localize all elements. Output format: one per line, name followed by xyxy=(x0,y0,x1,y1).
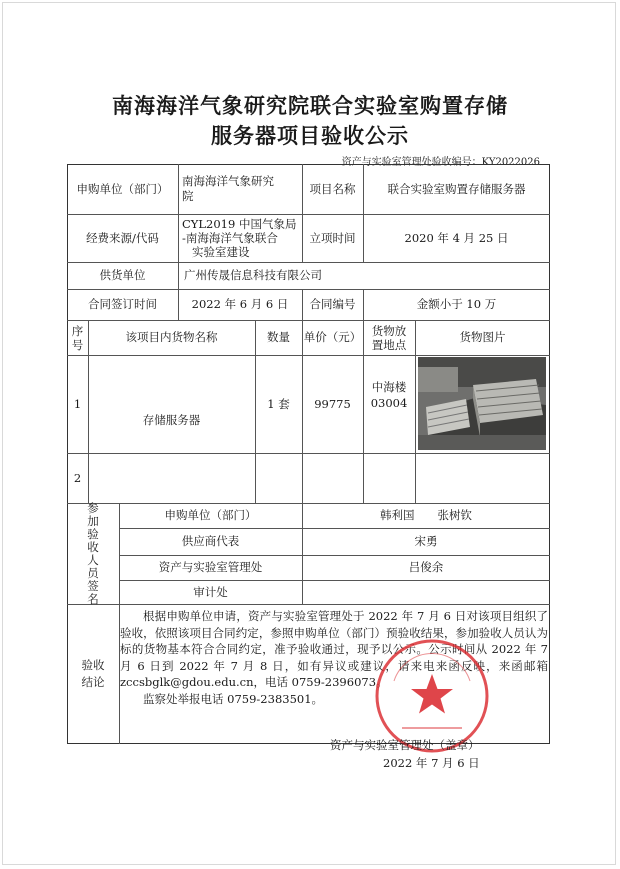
contract-no-value: 金额小于 10 万 xyxy=(416,297,497,311)
goods-header-loc-l1: 货物放 xyxy=(371,323,407,338)
sign-row1-value: 韩利国 张树钦 xyxy=(380,508,472,522)
applicant-value-line1: 南海海洋气象研究 xyxy=(182,174,274,188)
goods-header-seq-l1: 序 xyxy=(71,323,84,338)
goods-header-name: 该项目内货物名称 xyxy=(125,330,218,344)
funding-value xyxy=(182,214,302,262)
goods-header-seq xyxy=(67,320,88,355)
side-char: 人 xyxy=(87,552,99,567)
doc-title-line2: 服务器项目验收公示 xyxy=(211,124,409,148)
conclusion-para1: 根据申购单位申请，资产与实验室管理处于 2022 年 7 月 6 日对该项目组织了验收，依照该项目合同约定，参照申购单位（部门）预验收结果，参加验收人员认为标的货物基本符合合同约定，准予验收通过，现予以公示。公示时间从 2022 年 7 月 6 日到 2022 年 7 月 8 日，如有异议或建议，请来电来函反映，来函邮箱 zccsbglk@gdou.edu.cn，电话 0759-2396073。 xyxy=(120,609,548,689)
row-divider xyxy=(67,604,550,605)
doc-title-line1: 南海海洋气象研究院联合实验室购置存储 xyxy=(112,94,508,118)
project-label: 项目名称 xyxy=(309,181,356,196)
goods-row1-loc-l1: 中海楼 xyxy=(371,380,407,394)
sign-row2-label: 供应商代表 xyxy=(181,534,240,548)
funding-value-line2: -南海海洋气象联合 xyxy=(182,231,278,245)
goods-header-qty: 数量 xyxy=(267,330,290,344)
sign-row3-label: 资产与实验室管理处 xyxy=(158,560,263,574)
goods-header-location xyxy=(363,320,415,355)
sign-row2-value: 宋勇 xyxy=(414,534,438,548)
conclusion-signer: 资产与实验室管理处（盖章） xyxy=(330,738,480,752)
side-char: 签 xyxy=(87,578,99,593)
funding-value-line1: CYL2019 中国气象局 xyxy=(182,217,297,231)
side-char: 验 xyxy=(87,526,99,541)
goods-row1-name: 存储服务器 xyxy=(142,412,201,427)
goods-row1-seq: 1 xyxy=(73,396,82,411)
row-divider xyxy=(67,453,550,454)
doc-number: 资产与实验室管理处验收编号：KY2022026 xyxy=(341,157,540,168)
conclusion-label-l1: 验收 xyxy=(81,658,105,672)
goods-header-seq-l2: 号 xyxy=(71,337,84,352)
conclusion-label-l2: 结论 xyxy=(81,675,105,689)
approval-label: 立项时间 xyxy=(309,230,356,245)
applicant-value xyxy=(182,166,300,212)
sign-row3-value: 吕俊余 xyxy=(408,560,444,574)
supplier-value: 广州传晟信息科技有限公司 xyxy=(184,268,322,282)
contract-date-value: 2022 年 6 月 6 日 xyxy=(191,297,289,311)
contract-no-label: 合同编号 xyxy=(309,297,356,311)
server-photo xyxy=(418,357,546,450)
side-char: 参 xyxy=(87,500,99,515)
side-char: 名 xyxy=(87,591,99,606)
conclusion-side-label xyxy=(67,604,119,744)
goods-row1-loc-l2: 03004 xyxy=(370,396,408,410)
goods-header-loc-l2: 置地点 xyxy=(371,337,407,352)
side-char: 收 xyxy=(87,539,99,554)
goods-row1-location xyxy=(363,375,415,415)
applicant-value-line2: 院 xyxy=(182,189,194,203)
signatories-side-label xyxy=(67,500,119,606)
conclusion-date: 2022 年 7 月 6 日 xyxy=(383,756,480,770)
side-char: 加 xyxy=(87,513,99,528)
sign-row1-label: 申购单位（部门） xyxy=(164,508,257,522)
conclusion-para2: 监察处举报电话 0759-2383501。 xyxy=(143,691,324,706)
side-char: 员 xyxy=(87,565,99,580)
sign-row4-label: 审计处 xyxy=(193,584,228,599)
funding-value-line3: 实验室建设 xyxy=(192,245,250,259)
supplier-label: 供货单位 xyxy=(99,268,146,282)
goods-row2-seq: 2 xyxy=(73,470,82,485)
approval-value: 2020 年 4 月 25 日 xyxy=(404,230,509,245)
goods-header-photo: 货物图片 xyxy=(459,330,506,344)
project-value: 联合实验室购置存储服务器 xyxy=(387,181,526,196)
funding-label: 经费来源/代码 xyxy=(86,230,159,245)
goods-header-price: 单价（元） xyxy=(303,330,362,344)
goods-row1-price: 99775 xyxy=(314,396,351,411)
applicant-label: 申购单位（部门） xyxy=(76,181,169,196)
goods-row1-qty: 1 套 xyxy=(267,396,290,411)
contract-date-label: 合同签订时间 xyxy=(88,297,157,311)
